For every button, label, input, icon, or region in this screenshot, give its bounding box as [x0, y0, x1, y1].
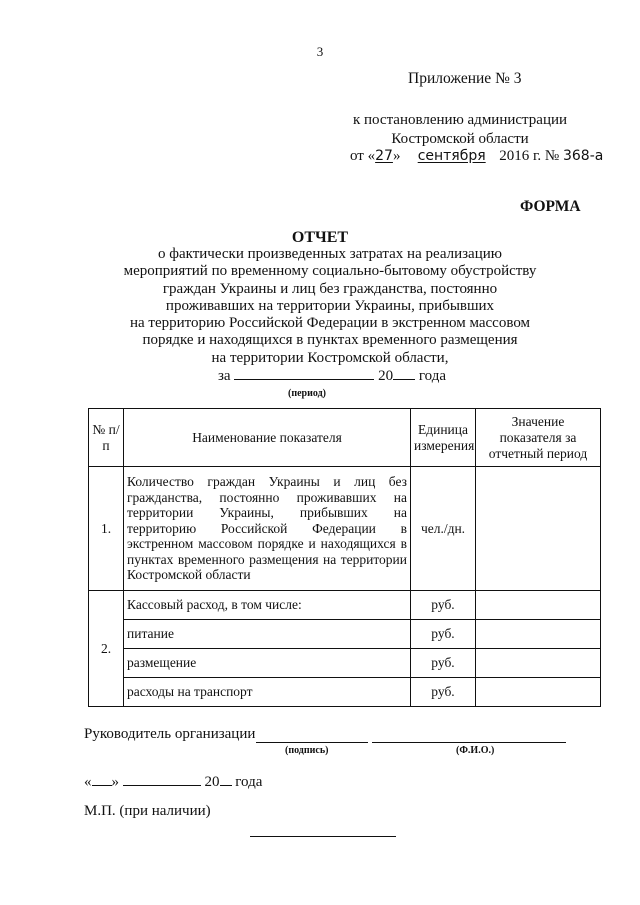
date-year-blank[interactable] — [220, 772, 232, 786]
row1-name: Количество граждан Украины и лиц без гражданства, постоянно проживавших на территории Украины, прибывших на территорию Российской Федерации в экстренном массовом порядке и находящихся в пунктах временного размещения на территории Костромской области — [124, 467, 411, 591]
appendix-title: Приложение № 3 — [408, 70, 522, 87]
row2-value[interactable] — [476, 591, 601, 620]
row1-num: 1. — [89, 467, 124, 591]
row2-unit: руб. — [411, 678, 476, 707]
header-unit: Единица измерения — [411, 409, 476, 467]
header-name: Наименование показателя — [124, 409, 411, 467]
row2-value[interactable] — [476, 620, 601, 649]
date-mid: » — [392, 148, 401, 164]
row1-unit: чел./дн. — [411, 467, 476, 591]
report-line: мероприятий по временному социально-бытовому обустройству — [123, 263, 537, 280]
fio-caption: (Ф.И.О.) — [456, 745, 495, 756]
decree-line-1: к постановлению администрации — [352, 112, 568, 128]
report-line: о фактически произведенных затратах на реализацию — [158, 246, 502, 262]
decree-date — [350, 148, 603, 165]
row2-unit: руб. — [411, 591, 476, 620]
table-row — [89, 467, 601, 591]
stamp-line[interactable] — [250, 836, 396, 837]
signature-caption: (подпись) — [285, 745, 329, 756]
row1-value[interactable] — [476, 467, 601, 591]
date-year: 20 — [204, 774, 220, 790]
date-month-blank[interactable] — [123, 772, 201, 786]
row2-num: 2. — [89, 591, 124, 707]
date-prefix: от « — [350, 148, 376, 164]
period-year: 20 — [378, 368, 394, 384]
page-number: 3 — [316, 44, 324, 59]
decree-year: 2016 г. № — [499, 148, 560, 164]
sign-date — [84, 772, 262, 791]
table-row — [89, 649, 601, 678]
row2-name: Кассовый расход, в том числе: — [124, 591, 411, 620]
period-blank[interactable] — [234, 366, 374, 380]
row2-name: расходы на транспорт — [124, 678, 411, 707]
decree-month: сентября — [417, 148, 486, 164]
report-line: на территорию Российской Федерации в экстренном массовом — [129, 315, 531, 332]
period-prefix: за — [218, 368, 231, 384]
report-title: ОТЧЕТ — [291, 229, 349, 246]
report-table — [88, 408, 601, 707]
fio-line[interactable] — [372, 742, 566, 743]
date-day-blank[interactable] — [92, 772, 112, 786]
form-label: ФОРМА — [520, 198, 581, 215]
decree-reference — [330, 111, 590, 149]
period-line — [218, 366, 446, 385]
decree-day: 27 — [375, 148, 393, 164]
table-header-row — [89, 409, 601, 467]
stamp-label: М.П. (при наличии) — [84, 803, 211, 819]
row2-value[interactable] — [476, 678, 601, 707]
date-open: « — [84, 774, 92, 790]
report-subtitle — [110, 246, 550, 367]
date-close: » — [111, 774, 119, 790]
manager-label: Руководитель организации — [84, 726, 256, 742]
table-row — [89, 678, 601, 707]
period-year-blank[interactable] — [393, 366, 415, 380]
period-suffix: года — [418, 368, 446, 384]
period-caption: (период) — [288, 388, 326, 399]
signature-line[interactable] — [256, 742, 368, 743]
report-line: на территории Костромской области, — [211, 349, 449, 366]
report-line: порядке и находящихся в пунктах временного размещения — [142, 332, 518, 349]
row2-unit: руб. — [411, 620, 476, 649]
decree-line-2: Костромской области — [391, 131, 529, 147]
header-num: № п/п — [89, 409, 124, 467]
table-row — [89, 620, 601, 649]
decree-number: 368-а — [562, 148, 604, 164]
row2-name: размещение — [124, 649, 411, 678]
header-value: Значение показателя за отчетный период — [476, 409, 601, 467]
row2-unit: руб. — [411, 649, 476, 678]
table-row — [89, 591, 601, 620]
row2-name: питание — [124, 620, 411, 649]
report-line: проживавших на территории Украины, прибывших — [165, 297, 495, 314]
row2-value[interactable] — [476, 649, 601, 678]
date-suffix: года — [235, 774, 263, 790]
report-line: граждан Украины и лиц без гражданства, постоянно — [162, 280, 498, 297]
